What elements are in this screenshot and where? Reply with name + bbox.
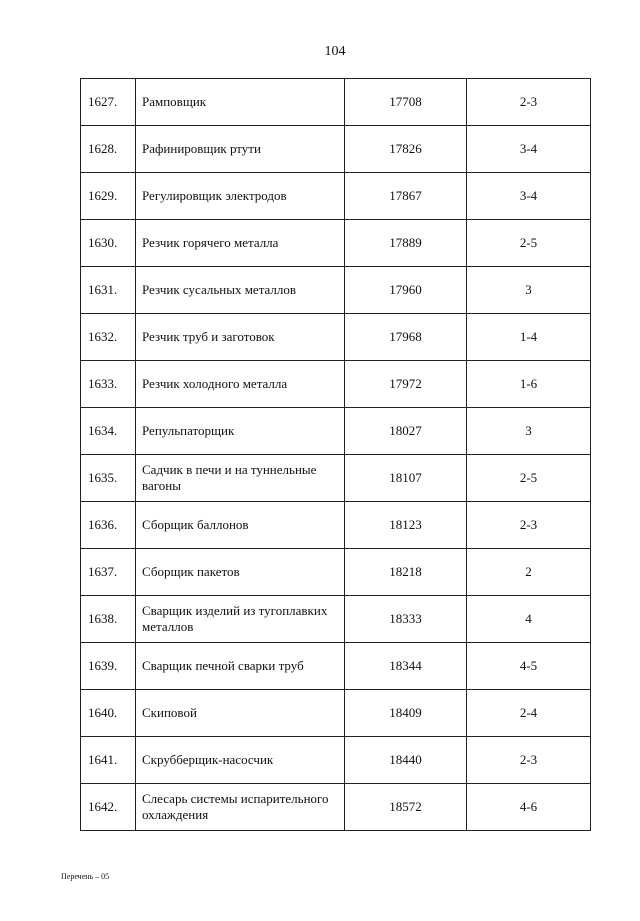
grade-range: 2 [467, 549, 591, 596]
grade-range: 2-3 [467, 79, 591, 126]
occupation-name: Сварщик печной сварки труб [136, 643, 345, 690]
grade-range: 3-4 [467, 173, 591, 220]
occupation-code: 18218 [345, 549, 467, 596]
table-row [81, 502, 591, 549]
occupation-code: 17867 [345, 173, 467, 220]
occupation-code: 18107 [345, 455, 467, 502]
row-number: 1628. [81, 126, 136, 173]
occupation-name: Скрубберщик-насосчик [136, 737, 345, 784]
table-row [81, 314, 591, 361]
grade-range: 2-4 [467, 690, 591, 737]
occupation-name: Слесарь системы испарительного охлаждения [136, 784, 345, 831]
table-row [81, 455, 591, 502]
row-number: 1632. [81, 314, 136, 361]
table-row [81, 690, 591, 737]
grade-range: 2-5 [467, 455, 591, 502]
table-row [81, 549, 591, 596]
occupation-code: 18333 [345, 596, 467, 643]
grade-range: 4 [467, 596, 591, 643]
grade-range: 4-5 [467, 643, 591, 690]
occupation-table [80, 78, 591, 831]
occupation-code: 18440 [345, 737, 467, 784]
occupation-code: 17960 [345, 267, 467, 314]
occupation-name: Резчик горячего металла [136, 220, 345, 267]
grade-range: 1-4 [467, 314, 591, 361]
grade-range: 2-3 [467, 737, 591, 784]
row-number: 1636. [81, 502, 136, 549]
occupation-name: Скиповой [136, 690, 345, 737]
row-number: 1631. [81, 267, 136, 314]
table-row [81, 220, 591, 267]
grade-range: 3-4 [467, 126, 591, 173]
occupation-name: Рафинировщик ртути [136, 126, 345, 173]
occupation-name: Сборщик пакетов [136, 549, 345, 596]
occupation-code: 18344 [345, 643, 467, 690]
document-footer: Перечень – 05 [61, 872, 110, 881]
row-number: 1634. [81, 408, 136, 455]
occupation-name: Регулировщик электродов [136, 173, 345, 220]
occupation-name: Резчик холодного металла [136, 361, 345, 408]
table-row [81, 737, 591, 784]
occupation-code: 17826 [345, 126, 467, 173]
row-number: 1641. [81, 737, 136, 784]
page-number: 104 [324, 44, 346, 59]
table-row [81, 643, 591, 690]
table-row [81, 596, 591, 643]
row-number: 1627. [81, 79, 136, 126]
occupation-code: 18409 [345, 690, 467, 737]
occupation-code: 18123 [345, 502, 467, 549]
grade-range: 2-3 [467, 502, 591, 549]
row-number: 1642. [81, 784, 136, 831]
table-row [81, 784, 591, 831]
table-row [81, 361, 591, 408]
grade-range: 3 [467, 267, 591, 314]
occupation-code: 17889 [345, 220, 467, 267]
table-row [81, 173, 591, 220]
occupation-name: Репульпаторщик [136, 408, 345, 455]
row-number: 1635. [81, 455, 136, 502]
occupation-name: Резчик труб и заготовок [136, 314, 345, 361]
grade-range: 4-6 [467, 784, 591, 831]
grade-range: 2-5 [467, 220, 591, 267]
occupation-code: 17708 [345, 79, 467, 126]
grade-range: 3 [467, 408, 591, 455]
occupation-code: 18027 [345, 408, 467, 455]
occupation-code: 17968 [345, 314, 467, 361]
occupation-name: Резчик сусальных металлов [136, 267, 345, 314]
occupation-name: Сборщик баллонов [136, 502, 345, 549]
row-number: 1638. [81, 596, 136, 643]
occupation-code: 18572 [345, 784, 467, 831]
row-number: 1637. [81, 549, 136, 596]
occupation-name: Сварщик изделий из тугоплавких металлов [136, 596, 345, 643]
row-number: 1633. [81, 361, 136, 408]
table-row [81, 79, 591, 126]
grade-range: 1-6 [467, 361, 591, 408]
table-row [81, 267, 591, 314]
row-number: 1640. [81, 690, 136, 737]
row-number: 1629. [81, 173, 136, 220]
occupation-code: 17972 [345, 361, 467, 408]
row-number: 1639. [81, 643, 136, 690]
occupation-name: Садчик в печи и на туннельные вагоны [136, 455, 345, 502]
table-row [81, 408, 591, 455]
table-row [81, 126, 591, 173]
occupation-name: Рамповщик [136, 79, 345, 126]
row-number: 1630. [81, 220, 136, 267]
